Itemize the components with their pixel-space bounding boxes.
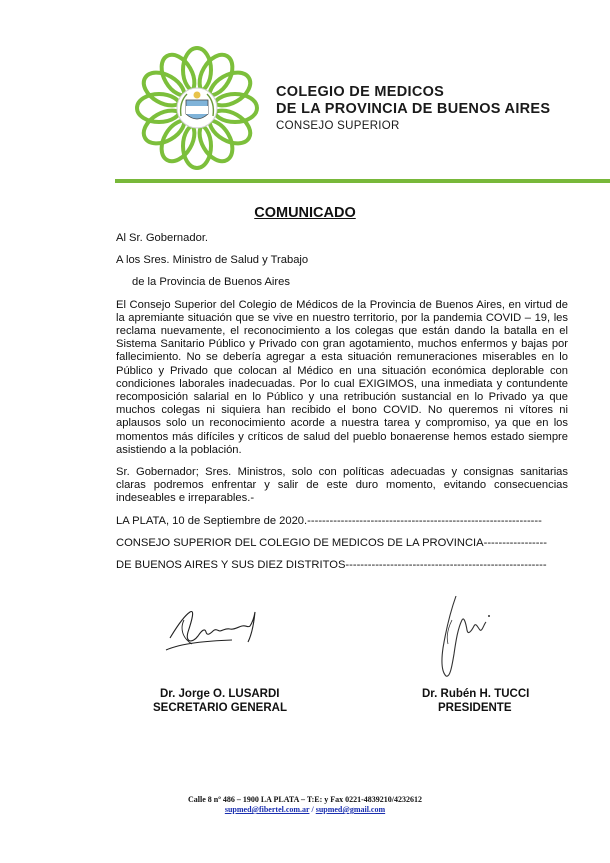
document-title: COMUNICADO <box>254 205 356 221</box>
right-signature-image <box>424 590 502 682</box>
footer-email-2[interactable]: supmed@gmail.com <box>315 805 386 814</box>
addressee-line2: de la Provincia de Buenos Aires <box>132 276 290 289</box>
right-signatory-name: Dr. Rubén H. TUCCI <box>422 688 530 700</box>
signatory-line2: DE BUENOS AIRES Y SUS DIEZ DISTRITOS------------------------------------------------------ <box>116 559 547 572</box>
flower-logo-icon <box>133 44 261 172</box>
left-signature-image <box>162 598 262 660</box>
footer-address: Calle 8 nº 486 – 1900 LA PLATA – T:E: y Fax 0221-4839210/4232612 <box>187 795 423 804</box>
date-line: LA PLATA, 10 de Septiembre de 2020.--------------------------------------------------------------- <box>116 514 542 527</box>
right-signatory <box>422 687 529 715</box>
org-subtitle: CONSEJO SUPERIOR <box>276 120 400 132</box>
footer <box>0 795 610 815</box>
org-name-line1: COLEGIO DE MEDICOS <box>276 84 445 100</box>
main-paragraph: El Consejo Superior del Colegio de Médicos de la Provincia de Buenos Aires, en virtud de la apremiante situación que se vive en nuestro territorio, por la pandemia COVID – 19, les reclama nuevamente, el reconocimiento a los colegas que están dando la batalla en el Sistema Sanitario Público y Privado con gran agotamiento, muchos enfermos y bajas por fallecimiento. No se debería agregar a esta situación remuneraciones miserables en lo Público y Privado que colocan al Médico en una situación económica deplorable con condiciones laborales inadecuadas. Por lo cual EXIGIMOS, una inmediata y contundente recomposición salarial en lo Público y una retribución sustancial en lo Privado ya que muchos colegas ni siquiera han recibido el bono COVID. No queremos ni vítores ni aplausos solo un reconocimiento acorde a nuestra tarea y compromiso, ya que en los momentos más difíciles y críticos de salud del pueblo bonaerense hemos estado siempre asistiendo a la población. <box>116 298 568 456</box>
right-signatory-role: PRESIDENTE <box>438 702 512 714</box>
closing-paragraph: Sr. Gobernador; Sres. Ministros, solo con políticas adecuadas y consignas sanitarias claras podremos enfrentar y salir de este duro momento, evitando consecuencias indeseables e irreparables.- <box>116 466 568 505</box>
document-body <box>116 232 568 581</box>
left-signatory-role: SECRETARIO GENERAL <box>153 702 287 714</box>
salutation: Al Sr. Gobernador. <box>116 232 209 244</box>
left-signatory-name: Dr. Jorge O. LUSARDI <box>160 688 280 700</box>
left-signatory <box>153 687 287 715</box>
footer-email-separator: / <box>309 805 316 814</box>
header-divider <box>115 179 610 183</box>
signatory-line1: CONSEJO SUPERIOR DEL COLEGIO DE MEDICOS DE LA PROVINCIA----------------- <box>116 536 547 549</box>
organization-header <box>276 84 550 134</box>
addressee-line1: A los Sres. Ministro de Salud y Trabajo <box>116 254 309 267</box>
footer-email-1[interactable]: supmed@fibertel.com.ar <box>224 805 310 814</box>
org-name-line2: DE LA PROVINCIA DE BUENOS AIRES <box>276 101 551 117</box>
